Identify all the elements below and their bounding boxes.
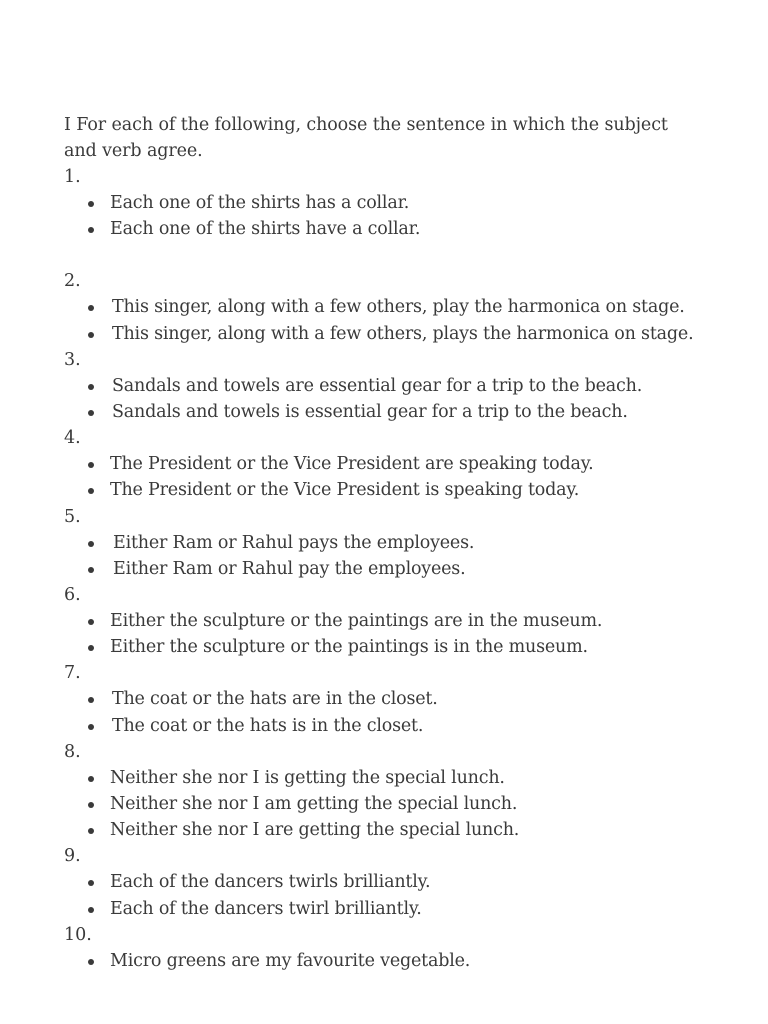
question-6 [64, 582, 704, 660]
option-item: Each of the dancers twirl brilliantly. [64, 896, 704, 922]
option-item: The coat or the hats is in the closet. [64, 713, 704, 739]
question-number: 10. [64, 924, 92, 945]
option-item: Each of the dancers twirls brilliantly. [64, 869, 704, 895]
option-item: Micro greens are my favourite vegetable. [64, 948, 704, 974]
question-9 [64, 843, 704, 921]
options-list [64, 869, 704, 921]
question-number: 6. [64, 585, 81, 606]
option-item: Each one of the shirts have a collar. [64, 216, 704, 242]
options-list [64, 608, 704, 660]
option-item: Either Ram or Rahul pay the employees. [64, 556, 704, 582]
option-item: Sandals and towels are essential gear for a trip to the beach. [64, 373, 704, 399]
question-8 [64, 739, 704, 844]
question-7 [64, 660, 704, 738]
question-number: 8. [64, 741, 81, 762]
option-item: This singer, along with a few others, plays the harmonica on stage. [64, 321, 704, 347]
document-page [64, 112, 704, 974]
question-number: 1. [64, 167, 81, 187]
options-list [64, 530, 704, 582]
question-3 [64, 347, 704, 425]
option-item: Neither she nor I is getting the special lunch. [64, 765, 704, 791]
option-item: The President or the Vice President is speaking today. [64, 477, 704, 503]
options-list [64, 294, 704, 346]
question-number: 7. [64, 663, 81, 684]
option-item: Either Ram or Rahul pays the employees. [64, 530, 704, 556]
option-item: This singer, along with a few others, play the harmonica on stage. [64, 294, 704, 320]
option-item: Each one of the shirts has a collar. [64, 190, 704, 216]
options-list [64, 451, 704, 503]
question-4 [64, 425, 704, 503]
option-item: The coat or the hats are in the closet. [64, 686, 704, 712]
option-item: Either the sculpture or the paintings is in the museum. [64, 634, 704, 660]
question-number: 2. [64, 271, 81, 292]
spacer [64, 242, 704, 268]
question-5 [64, 504, 704, 582]
options-list [64, 686, 704, 738]
instructions-text: I For each of the following, choose the sentence in which the subject and verb agree. [64, 115, 668, 161]
question-number: 4. [64, 428, 81, 449]
option-item: Neither she nor I am getting the special lunch. [64, 791, 704, 817]
question-2 [64, 268, 704, 346]
options-list [64, 765, 704, 844]
option-item: Either the sculpture or the paintings are in the museum. [64, 608, 704, 634]
options-list [64, 948, 704, 974]
option-item: The President or the Vice President are speaking today. [64, 451, 704, 477]
question-number: 9. [64, 846, 81, 867]
options-list [64, 373, 704, 425]
question-10 [64, 922, 704, 974]
question-number: 3. [64, 349, 81, 370]
question-1 [64, 164, 704, 268]
options-list [64, 190, 704, 242]
option-item: Neither she nor I are getting the special lunch. [64, 817, 704, 843]
question-number: 5. [64, 506, 81, 527]
option-item: Sandals and towels is essential gear for a trip to the beach. [64, 399, 704, 425]
